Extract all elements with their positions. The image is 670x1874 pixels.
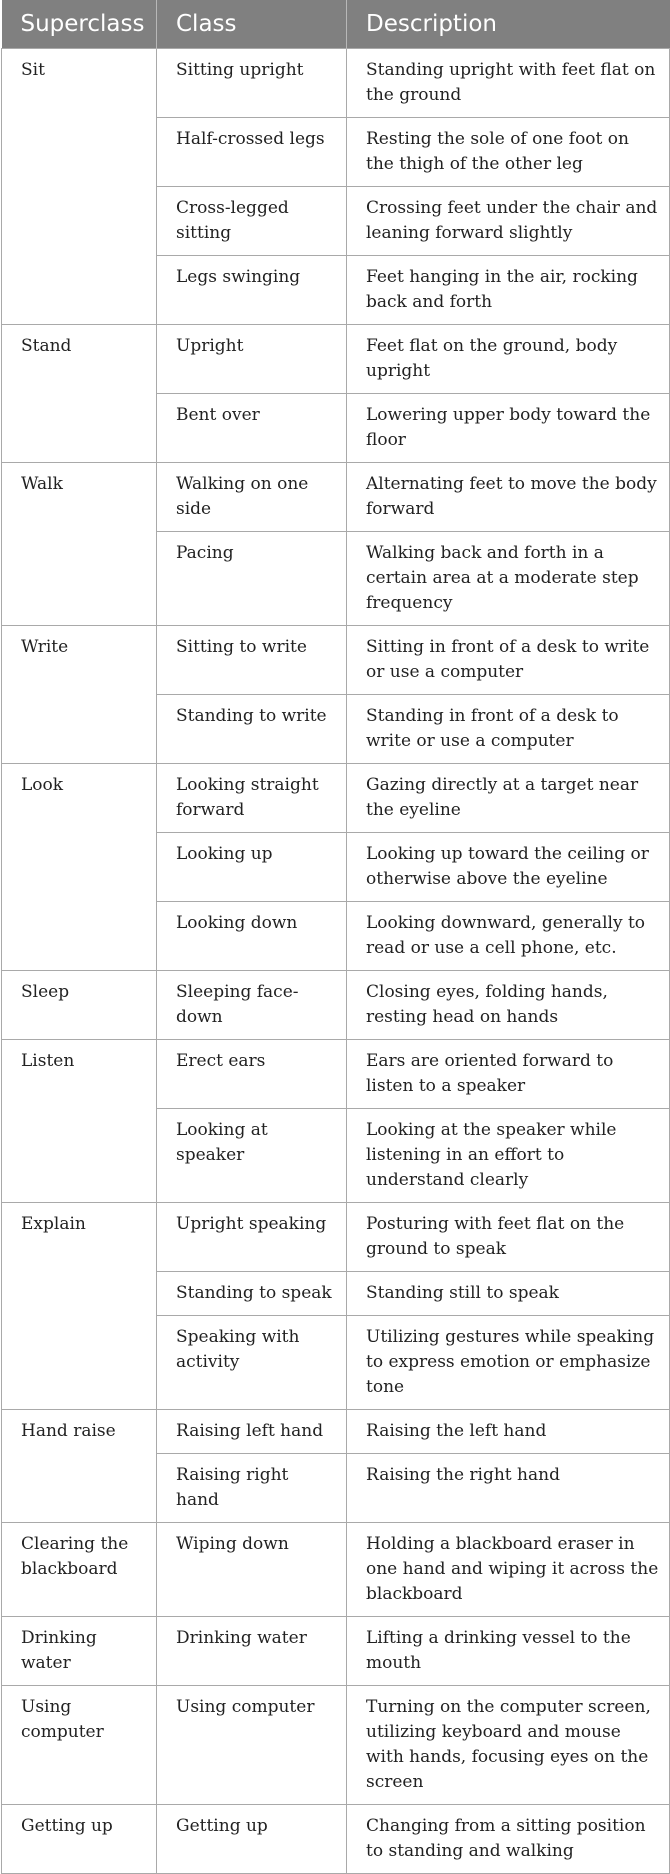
- class-cell: Erect ears: [157, 1039, 347, 1108]
- description-cell: Holding a blackboard eraser in one hand and wiping it across the blackboard: [347, 1522, 670, 1616]
- class-cell: Raising left hand: [157, 1409, 347, 1453]
- superclass-cell: Getting up: [2, 1804, 157, 1873]
- table-row: [2, 763, 670, 832]
- class-cell: Wiping down: [157, 1522, 347, 1616]
- description-cell: Lowering upper body toward the floor: [347, 393, 670, 462]
- table-row: [2, 1522, 670, 1616]
- description-cell: Ears are oriented forward to listen to a speaker: [347, 1039, 670, 1108]
- description-cell: Closing eyes, folding hands, resting head on hands: [347, 970, 670, 1039]
- header-superclass: Superclass: [2, 0, 157, 48]
- table-row: [2, 625, 670, 694]
- class-cell: Raising right hand: [157, 1453, 347, 1522]
- table-row: [2, 324, 670, 393]
- class-cell: Bent over: [157, 393, 347, 462]
- table-row: [2, 1804, 670, 1873]
- class-cell: Sitting upright: [157, 48, 347, 117]
- description-cell: Utilizing gestures while speaking to express emotion or emphasize tone: [347, 1315, 670, 1409]
- description-cell: Standing still to speak: [347, 1271, 670, 1315]
- superclass-cell: Look: [2, 763, 157, 970]
- table-row: [2, 1616, 670, 1685]
- class-cell: Using computer: [157, 1685, 347, 1804]
- description-cell: Raising the left hand: [347, 1409, 670, 1453]
- class-cell: Cross-legged sitting: [157, 186, 347, 255]
- description-cell: Standing in front of a desk to write or use a computer: [347, 694, 670, 763]
- table-body: [2, 48, 670, 1873]
- class-cell: Looking straight forward: [157, 763, 347, 832]
- class-cell: Legs swinging: [157, 255, 347, 324]
- behavior-table-container: [1, 0, 669, 1874]
- class-cell: Walking on one side: [157, 462, 347, 531]
- superclass-cell: Walk: [2, 462, 157, 625]
- superclass-cell: Stand: [2, 324, 157, 462]
- superclass-cell: Explain: [2, 1202, 157, 1409]
- description-cell: Standing upright with feet flat on the ground: [347, 48, 670, 117]
- class-cell: Getting up: [157, 1804, 347, 1873]
- behavior-table: [1, 0, 670, 1874]
- description-cell: Feet flat on the ground, body upright: [347, 324, 670, 393]
- class-cell: Half-crossed legs: [157, 117, 347, 186]
- superclass-cell: Drinking water: [2, 1616, 157, 1685]
- class-cell: Looking up: [157, 832, 347, 901]
- superclass-cell: Using computer: [2, 1685, 157, 1804]
- class-cell: Looking at speaker: [157, 1108, 347, 1202]
- description-cell: Resting the sole of one foot on the thigh of the other leg: [347, 117, 670, 186]
- superclass-cell: Listen: [2, 1039, 157, 1202]
- description-cell: Looking up toward the ceiling or otherwise above the eyeline: [347, 832, 670, 901]
- description-cell: Raising the right hand: [347, 1453, 670, 1522]
- description-cell: Walking back and forth in a certain area at a moderate step frequency: [347, 531, 670, 625]
- table-row: [2, 1409, 670, 1453]
- description-cell: Turning on the computer screen, utilizing keyboard and mouse with hands, focusing eyes on the screen: [347, 1685, 670, 1804]
- class-cell: Standing to speak: [157, 1271, 347, 1315]
- superclass-cell: Hand raise: [2, 1409, 157, 1522]
- class-cell: Drinking water: [157, 1616, 347, 1685]
- description-cell: Sitting in front of a desk to write or use a computer: [347, 625, 670, 694]
- table-row: [2, 1202, 670, 1271]
- superclass-cell: Write: [2, 625, 157, 763]
- class-cell: Looking down: [157, 901, 347, 970]
- class-cell: Upright: [157, 324, 347, 393]
- table-row: [2, 48, 670, 117]
- header-description: Description: [347, 0, 670, 48]
- description-cell: Feet hanging in the air, rocking back and forth: [347, 255, 670, 324]
- description-cell: Looking at the speaker while listening in an effort to understand clearly: [347, 1108, 670, 1202]
- description-cell: Gazing directly at a target near the eyeline: [347, 763, 670, 832]
- superclass-cell: Clearing the blackboard: [2, 1522, 157, 1616]
- table-header: [2, 0, 670, 48]
- table-row: [2, 1685, 670, 1804]
- header-row: [2, 0, 670, 48]
- class-cell: Speaking with activity: [157, 1315, 347, 1409]
- class-cell: Upright speaking: [157, 1202, 347, 1271]
- description-cell: Looking downward, generally to read or use a cell phone, etc.: [347, 901, 670, 970]
- class-cell: Sleeping face-down: [157, 970, 347, 1039]
- description-cell: Changing from a sitting position to standing and walking: [347, 1804, 670, 1873]
- table-row: [2, 970, 670, 1039]
- table-row: [2, 1039, 670, 1108]
- header-class: Class: [157, 0, 347, 48]
- class-cell: Standing to write: [157, 694, 347, 763]
- class-cell: Sitting to write: [157, 625, 347, 694]
- superclass-cell: Sleep: [2, 970, 157, 1039]
- description-cell: Alternating feet to move the body forward: [347, 462, 670, 531]
- table-row: [2, 462, 670, 531]
- description-cell: Lifting a drinking vessel to the mouth: [347, 1616, 670, 1685]
- superclass-cell: Sit: [2, 48, 157, 324]
- description-cell: Crossing feet under the chair and leaning forward slightly: [347, 186, 670, 255]
- description-cell: Posturing with feet flat on the ground to speak: [347, 1202, 670, 1271]
- class-cell: Pacing: [157, 531, 347, 625]
